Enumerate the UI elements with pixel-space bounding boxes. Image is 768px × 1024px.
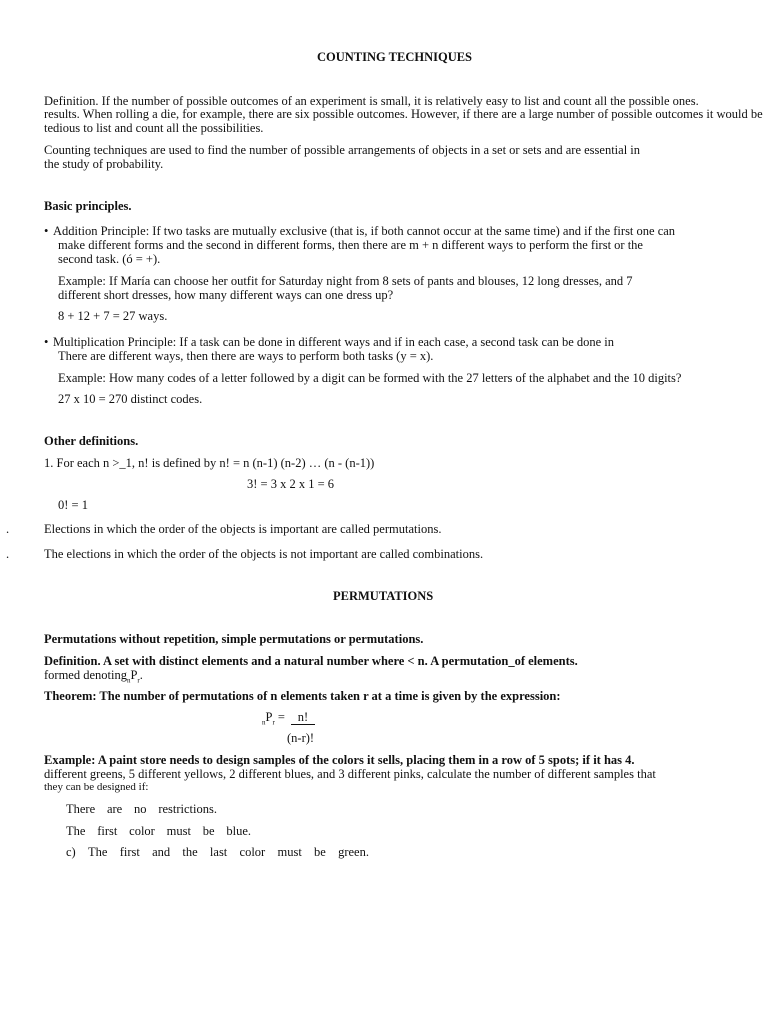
intro-definition-line-1: Definition. If the number of possible outcomes of an experiment is small, it is relatively easy to list and count all the possible ones. <box>44 94 699 108</box>
bullet-icon: • <box>44 224 49 238</box>
intro-counting-line-1: Counting techniques are used to find the number of possible arrangements of objects in a set or sets and are essential in <box>44 143 641 157</box>
case-no-restrictions: There are no restrictions. <box>66 802 217 816</box>
case-first-blue: The first color must be blue. <box>66 824 251 838</box>
permutations-heading: PERMUTATIONS <box>333 589 434 603</box>
page-title: COUNTING TECHNIQUES <box>317 50 473 64</box>
permutations-definition: Elections in which the order of the objects is important are called permutations. <box>44 522 442 536</box>
addition-principle-line-1: Addition Principle: If two tasks are mutually exclusive (that is, if both cannot occur at the same time) and if the first one can <box>53 224 676 238</box>
bullet-icon: • <box>44 335 49 349</box>
basic-principles-heading: Basic principles. <box>44 199 132 213</box>
permutation-definition-line-1: Definition. A set with distinct elements and a natural number where < n. A permutation_of elements. <box>44 654 578 668</box>
formula-numerator: n! <box>291 710 315 725</box>
intro-definition-line-2: results. When rolling a die, for example, there are six possible outcomes. However, if there are a large number of possible outcomes it would be <box>44 107 763 121</box>
combinations-definition: The elections in which the order of the objects is not important are called combinations. <box>44 547 484 561</box>
list-dot: . <box>6 522 10 536</box>
permutation-theorem: Theorem: The number of permutations of n elements taken r at a time is given by the expression: <box>44 689 561 703</box>
multiplication-result: 27 x 10 = 270 distinct codes. <box>58 392 203 406</box>
case-c-label: c) <box>66 845 76 859</box>
intro-definition-line-3: tedious to list and count all the possibilities. <box>44 121 264 135</box>
factorial-example: 3! = 3 x 2 x 1 = 6 <box>247 477 335 491</box>
multiplication-principle-line-2: There are different ways, then there are ways to perform both tasks (y = x). <box>58 349 434 363</box>
paint-example-line-3: they can be designed if: <box>44 781 149 793</box>
multiplication-example: Example: How many codes of a letter followed by a digit can be formed with the 27 letters of the alphabet and the 10 digits? <box>58 371 682 385</box>
case-first-last-green: The first and the last color must be green. <box>88 845 369 859</box>
addition-principle-line-2: make different forms and the second in different forms, then there are m + n different ways to perform the first or the <box>58 238 643 252</box>
zero-factorial: 0! = 1 <box>58 498 88 512</box>
permutation-definition-line-2: formed $denoting_nP_r$. <box>44 668 143 685</box>
intro-counting-line-2: the study of probability. <box>44 157 164 171</box>
multiplication-principle-line-1: Multiplication Principle: If a task can be done in different ways and if in each case, a second task can be done in <box>53 335 615 349</box>
addition-result: 8 + 12 + 7 = 27 ways. <box>58 309 168 323</box>
paint-example-line-1: Example: A paint store needs to design samples of the colors it sells, placing them in a row of 5 spots; if it has 4. <box>44 753 635 767</box>
permutations-subheading: Permutations without repetition, simple permutations or permutations. <box>44 632 424 646</box>
factorial-definition: 1. For each n >_1, n! is defined by n! = n (n-1) (n-2) … (n - (n-1)) <box>44 456 375 470</box>
paint-example-line-2: different greens, 5 different yellows, 2 different blues, and 3 different pinks, calculate the number of different samples that <box>44 767 656 781</box>
addition-example-line-1: Example: If María can choose her outfit for Saturday night from 8 sets of pants and blouses, 12 long dresses, and 7 <box>58 274 633 288</box>
permutation-formula-lhs: $_nP_r$ = <box>262 710 289 727</box>
formula-denominator: (n-r)! <box>287 731 315 745</box>
list-dot: . <box>6 547 10 561</box>
addition-example-line-2: different short dresses, how many different ways can one dress up? <box>58 288 394 302</box>
other-definitions-heading: Other definitions. <box>44 434 139 448</box>
addition-principle-line-3: second task. (ó = +). <box>58 252 161 266</box>
